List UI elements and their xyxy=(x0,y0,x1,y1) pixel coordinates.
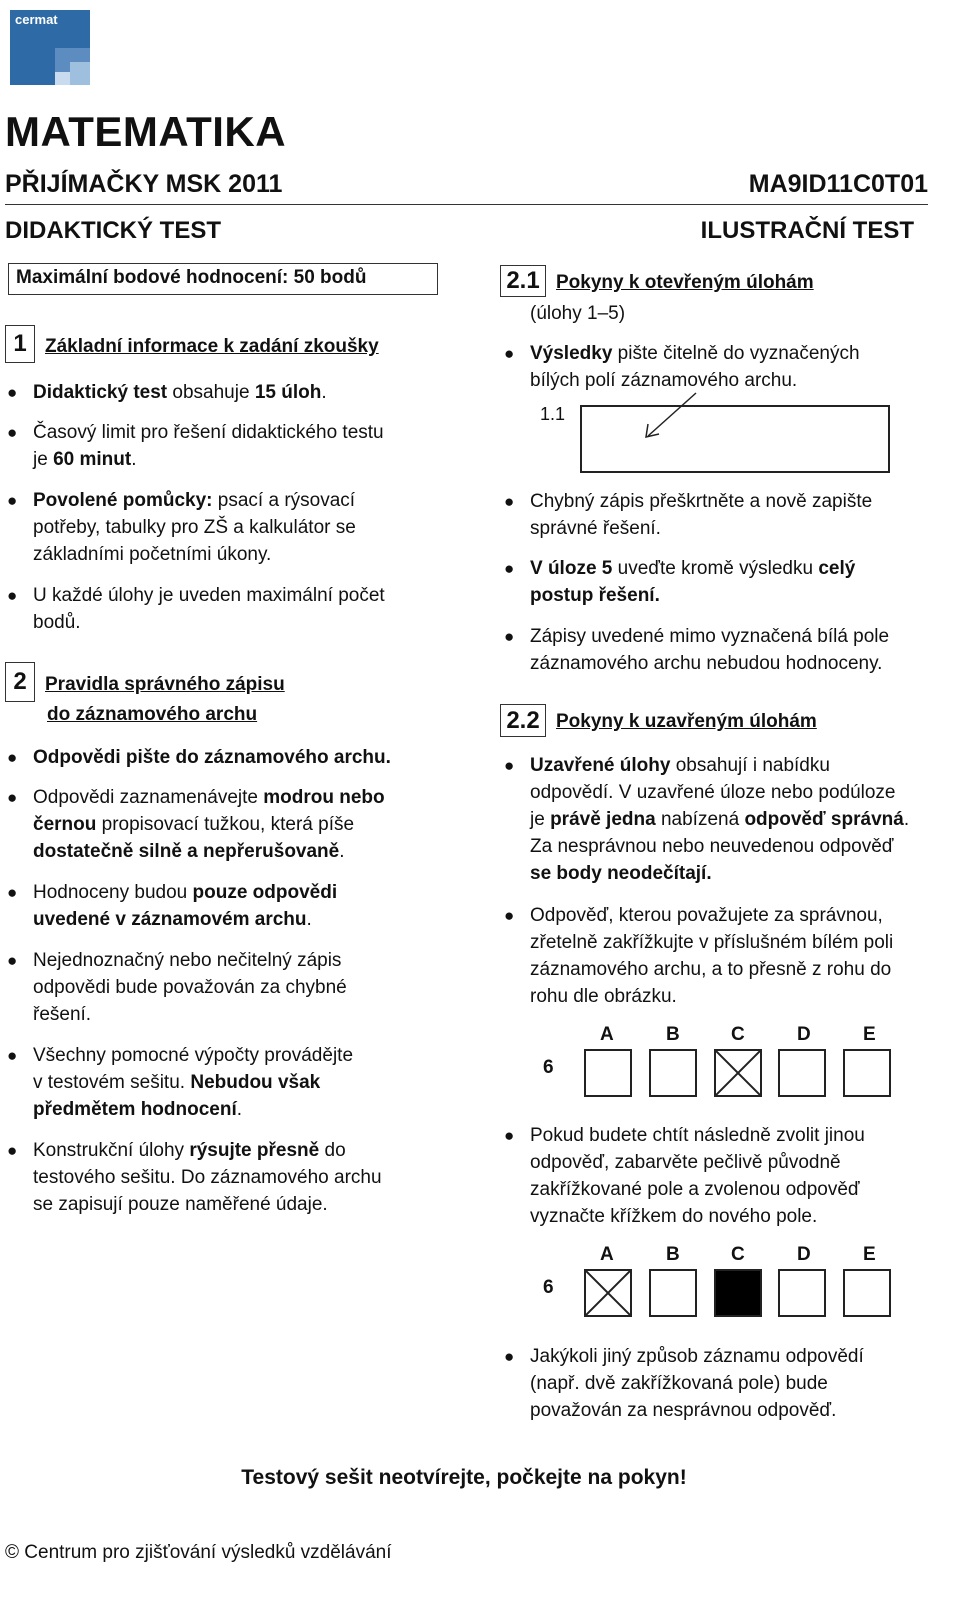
section2-number: 2 xyxy=(5,662,35,702)
grid-letter-e: E xyxy=(863,1024,876,1045)
section1-number: 1 xyxy=(5,325,35,363)
section2-bullet-1: ● Odpovědi pište do záznamového archu. xyxy=(7,747,391,768)
grid-box-b xyxy=(649,1049,697,1097)
grid-box-a xyxy=(584,1049,632,1097)
section1-bullet-4: ● U každé úlohy je uveden maximální počet bodů. xyxy=(7,585,385,633)
grid2-box-c-filled xyxy=(714,1269,762,1317)
footer-instruction: Testový sešit neotvírejte, počkejte na pokyn! xyxy=(241,1466,687,1489)
section2-bullet-2: ● Odpovědi zaznamenávejte modrou nebo černou propisovací tužkou, která píše dostatečně silně a nepřerušovaně. xyxy=(7,787,385,862)
section22-number: 2.2 xyxy=(500,704,546,737)
grid2-letter-c: C xyxy=(731,1244,745,1265)
grid-box-c-crossed xyxy=(714,1049,762,1097)
illustrative-label: ILUSTRAČNÍ TEST xyxy=(700,217,914,244)
copyright-notice: © Centrum pro zjišťování výsledků vzdělávání xyxy=(5,1542,392,1563)
section2-bullet-3: ● Hodnoceny budou pouze odpovědi uvedené v záznamovém archu. xyxy=(7,882,338,930)
section21-number: 2.1 xyxy=(500,265,546,297)
grid2-box-d xyxy=(778,1269,826,1317)
section21-bullet-3: ● V úloze 5 uveďte kromě výsledku celý postup řešení. xyxy=(504,558,856,606)
grid-box-e xyxy=(843,1049,891,1097)
grid-letter-a: A xyxy=(600,1024,614,1045)
grid2-letter-b: B xyxy=(666,1244,680,1265)
grid2-box-e xyxy=(843,1269,891,1317)
section1-bullet-1: ● Didaktický test obsahuje 15 úloh. xyxy=(7,382,327,403)
section21-bullet-2: ● Chybný zápis přeškrtněte a nově zapište správné řešení. xyxy=(504,491,873,539)
section21-title: Pokyny k otevřeným úlohám xyxy=(556,272,814,293)
section2-title-line1: Pravidla správného zápisu xyxy=(45,674,285,695)
section1-bullet-2: ● Časový limit pro řešení didaktického testu je 60 minut. xyxy=(7,422,384,470)
cermat-logo xyxy=(10,10,90,85)
grid2-letter-d: D xyxy=(797,1244,811,1265)
example-field-label: 1.1 xyxy=(540,404,566,424)
section21-bullet-4: ● Zápisy uvedené mimo vyznačená bílá pole záznamového archu nebudou hodnoceny. xyxy=(504,626,890,674)
grid-box-d xyxy=(778,1049,826,1097)
grid2-letter-e: E xyxy=(863,1244,876,1265)
page-title: MATEMATIKA xyxy=(5,108,287,155)
section2-bullet-6: ● Konstrukční úlohy rýsujte přesně do testového sešitu. Do záznamového archu se zapisují pouze naměřené údaje. xyxy=(7,1140,382,1215)
cross-mark-icon xyxy=(716,1051,760,1095)
page-subtitle: PŘIJÍMAČKY MSK 2011 xyxy=(5,170,283,198)
grid-letter-d: D xyxy=(797,1024,811,1045)
section2-bullet-5: ● Všechny pomocné výpočty provádějte v testovém sešitu. Nebudou však předmětem hodnocení. xyxy=(7,1045,354,1120)
example-answer-field xyxy=(580,405,890,473)
section1-title: Základní informace k zadání zkoušky xyxy=(45,336,379,357)
section22-title: Pokyny k uzavřeným úlohám xyxy=(556,711,817,732)
logo-text: cermat xyxy=(15,12,58,27)
grid2-box-b xyxy=(649,1269,697,1317)
section22-bullet-2: ● Odpověď, kterou považujete za správnou, zřetelně zakřížkujte v příslušném bílém poli záznamového archu, a to přesně z rohu do rohu dle obrázku. xyxy=(504,905,894,1007)
section2-title-line2: do záznamového archu xyxy=(47,704,258,725)
max-score-box: Maximální bodové hodnocení: 50 bodů xyxy=(8,263,438,295)
cross-mark-icon xyxy=(586,1271,630,1315)
grid2-question-number: 6 xyxy=(543,1277,554,1298)
section22-bullet-3: ● Pokud budete chtít následně zvolit jinou odpověď, zabarvěte pečlivě původně zakřížkované pole a zvolenou odpověď vyznačte křížkem do nového pole. xyxy=(504,1125,865,1227)
test-type-label: DIDAKTICKÝ TEST xyxy=(5,217,221,244)
grid-letter-c: C xyxy=(731,1024,745,1045)
section2-bullet-4: ● Nejednoznačný nebo nečitelný zápis odpovědi bude považován za chybné řešení. xyxy=(7,950,347,1025)
section1-bullet-3: ● Povolené pomůcky: psací a rýsovací potřeby, tabulky pro ZŠ a kalkulátor se základními početními úkony. xyxy=(7,490,356,565)
header-divider xyxy=(5,204,928,205)
grid-letter-b: B xyxy=(666,1024,680,1045)
section21-bullet-1: ● Výsledky pište čitelně do vyznačených bílých polí záznamového archu. xyxy=(504,343,860,391)
section22-bullet-4: ● Jakýkoli jiný způsob záznamu odpovědí (např. dvě zakřížkovaná pole) bude považován za nesprávnou odpověď. xyxy=(504,1346,864,1421)
section22-bullet-1: ● Uzavřené úlohy obsahují i nabídku odpovědí. V uzavřené úloze nebo podúloze je právě jedna nabízená odpověď správná. Za nesprávnou nebo neuvedenou odpověď se body neodečítají. xyxy=(504,755,910,884)
arrow-icon xyxy=(640,390,700,442)
grid2-box-a-crossed xyxy=(584,1269,632,1317)
grid2-letter-a: A xyxy=(600,1244,614,1265)
section21-subtitle: (úlohy 1–5) xyxy=(530,303,626,324)
grid-question-number: 6 xyxy=(543,1057,554,1078)
test-code: MA9ID11C0T01 xyxy=(748,170,928,198)
